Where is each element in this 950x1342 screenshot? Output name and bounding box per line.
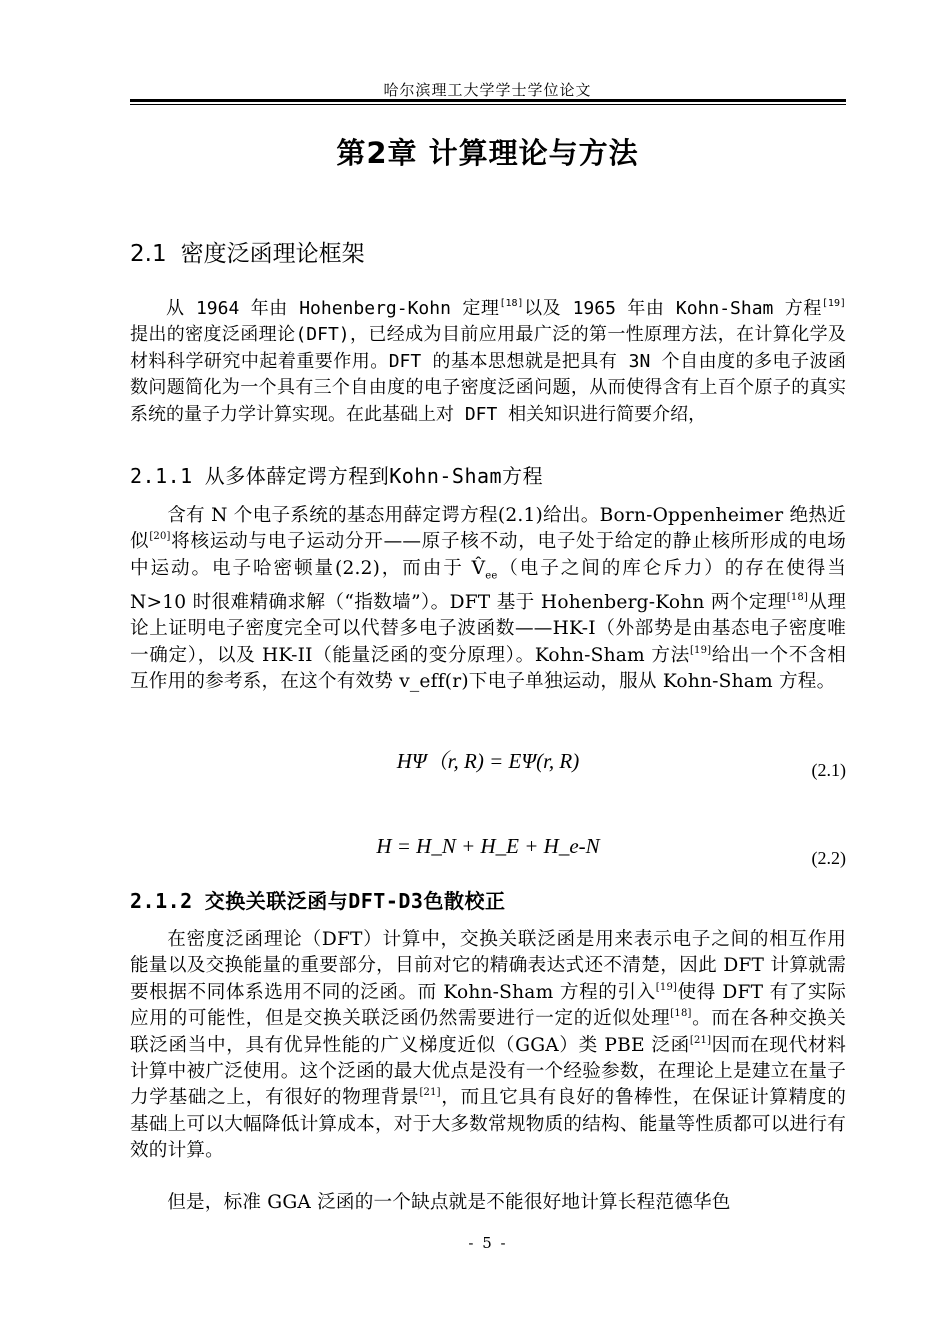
text-run: 。而在各种交换关联泛函当中，具有优异性能的广义梯度近似（GGA）类 PBE 泛函 xyxy=(130,1008,846,1056)
equation-number: (2.1) xyxy=(811,760,846,780)
paragraph-xc-functional xyxy=(130,927,846,1165)
paragraph-gga-limitation: 但是，标准 GGA 泛函的一个缺点就是不能很好地计算长程范德华色 xyxy=(167,1192,731,1213)
text-run: 给出一个不含相互作用的参考系，在这个有效势 v_eff(r)下电子单独运动，服从 Kohn-Sham 方程。 xyxy=(130,644,846,693)
text-run: 从 1964 年由 Hohenberg-Kohn 定理 xyxy=(166,298,500,319)
equation-expression: H = H_N + H_E + H_e-N xyxy=(376,834,600,858)
section-title: 从多体薛定谔方程到Kohn-Sham方程 xyxy=(204,464,544,488)
equation-number: (2.2) xyxy=(811,848,846,868)
text-run: 以及 1965 年由 Kohn-Sham 方程 xyxy=(523,298,822,319)
citation: [18] xyxy=(670,1008,692,1020)
citation: [18] xyxy=(499,298,524,309)
chapter-title: 第2章 计算理论与方法 xyxy=(336,136,639,170)
section-title: 交换关联泛函与DFT-D3色散校正 xyxy=(204,889,506,913)
section-heading-2-1-1 xyxy=(130,460,543,489)
subscript: ee xyxy=(485,570,498,582)
section-heading-2-1-2 xyxy=(130,885,505,914)
equation-expression: HΨ（r, R) = EΨ(r, R) xyxy=(396,749,580,773)
equation-2-2 xyxy=(130,834,846,874)
citation: [20] xyxy=(149,531,171,543)
paragraph-dft-intro xyxy=(130,296,846,428)
section-title: 密度泛函理论框架 xyxy=(180,241,365,267)
text-run: 提出的密度泛函理论(DFT)，已经成为目前应用最广泛的第一性原理方法，在计算化学及材料科学研究中起着重要作用。DFT 的基本思想就是把具有 3N 个自由度的多电子波函数问题简化为一个具有三个自由度的电子密度泛函问题，从而使得含有上百个原子的真实系统的量子力学计算实现。在此基础上对 DFT 相关知识进行简要介绍， xyxy=(130,324,846,425)
equation-2-1 xyxy=(130,745,846,785)
citation: [19] xyxy=(689,644,712,656)
text-run: 将核运动与电子运动分开——原子核不动，电子处于给定的静止核所形成的电场中运动。电子哈密顿量(2.2)，而由于 V̂ xyxy=(130,531,846,579)
section-heading-2-1 xyxy=(130,235,365,268)
text-run: 在密度泛函理论（DFT）计算中，交换关联泛函是用来表示电子之间的相互作用能量以及交换能量的重要部分，目前对它的精确表达式还不清楚，因此 DFT 计算就需要根据不同体系选用不同的泛函。而 Kohn-Sham 方程的引入 xyxy=(130,929,846,1003)
citation: [21] xyxy=(689,1034,712,1046)
section-number: 2.1.2 xyxy=(130,889,193,913)
citation: [19] xyxy=(821,298,846,309)
text-run: 因而在现代材料计算中被广泛使用。这个泛函的最大优点是没有一个经验参数，在理论上是建立在量子力学基础之上，有很好的物理背景 xyxy=(130,1034,847,1109)
citation: [19] xyxy=(655,981,678,993)
header-rule-thick xyxy=(130,99,846,102)
paragraph-schrodinger-to-ks xyxy=(130,503,846,696)
page-number: - 5 - xyxy=(468,1234,508,1252)
section-number: 2.1.1 xyxy=(130,464,193,488)
text-run: 从理论上证明电子密度完全可以代替多电子波函数——HK-I（外部势是由基态电子密度唯一确定），以及 HK-II（能量泛函的变分原理）。Kohn-Sham 方法 xyxy=(130,591,846,666)
header-rule-thin xyxy=(130,104,846,105)
text-run: ，而且它具有良好的鲁棒性，在保证计算精度的基础上可以大幅降低计算成本，对于大多数常规物质的结构、能量等性质都可以进行有效的计算。 xyxy=(130,1087,846,1162)
text-run: 含有 N 个电子系统的基态用薛定谔方程(2.1)给出。Born-Oppenheimer 绝热近似 xyxy=(130,505,846,553)
citation: [18] xyxy=(786,591,809,603)
running-header: 哈尔滨理工大学学士学位论文 xyxy=(383,81,592,99)
section-number: 2.1 xyxy=(130,241,167,267)
text-run: （电子之间的库仑斥力）的存在使得当 N>10 时很难精确求解（“指数墙”）。DFT 基于 Hohenberg-Kohn 两个定理 xyxy=(130,557,846,613)
citation: [21] xyxy=(419,1087,441,1099)
text-run: 使得 DFT 有了实际应用的可能性，但是交换关联泛函仍然需要进行一定的近似处理 xyxy=(130,981,846,1030)
